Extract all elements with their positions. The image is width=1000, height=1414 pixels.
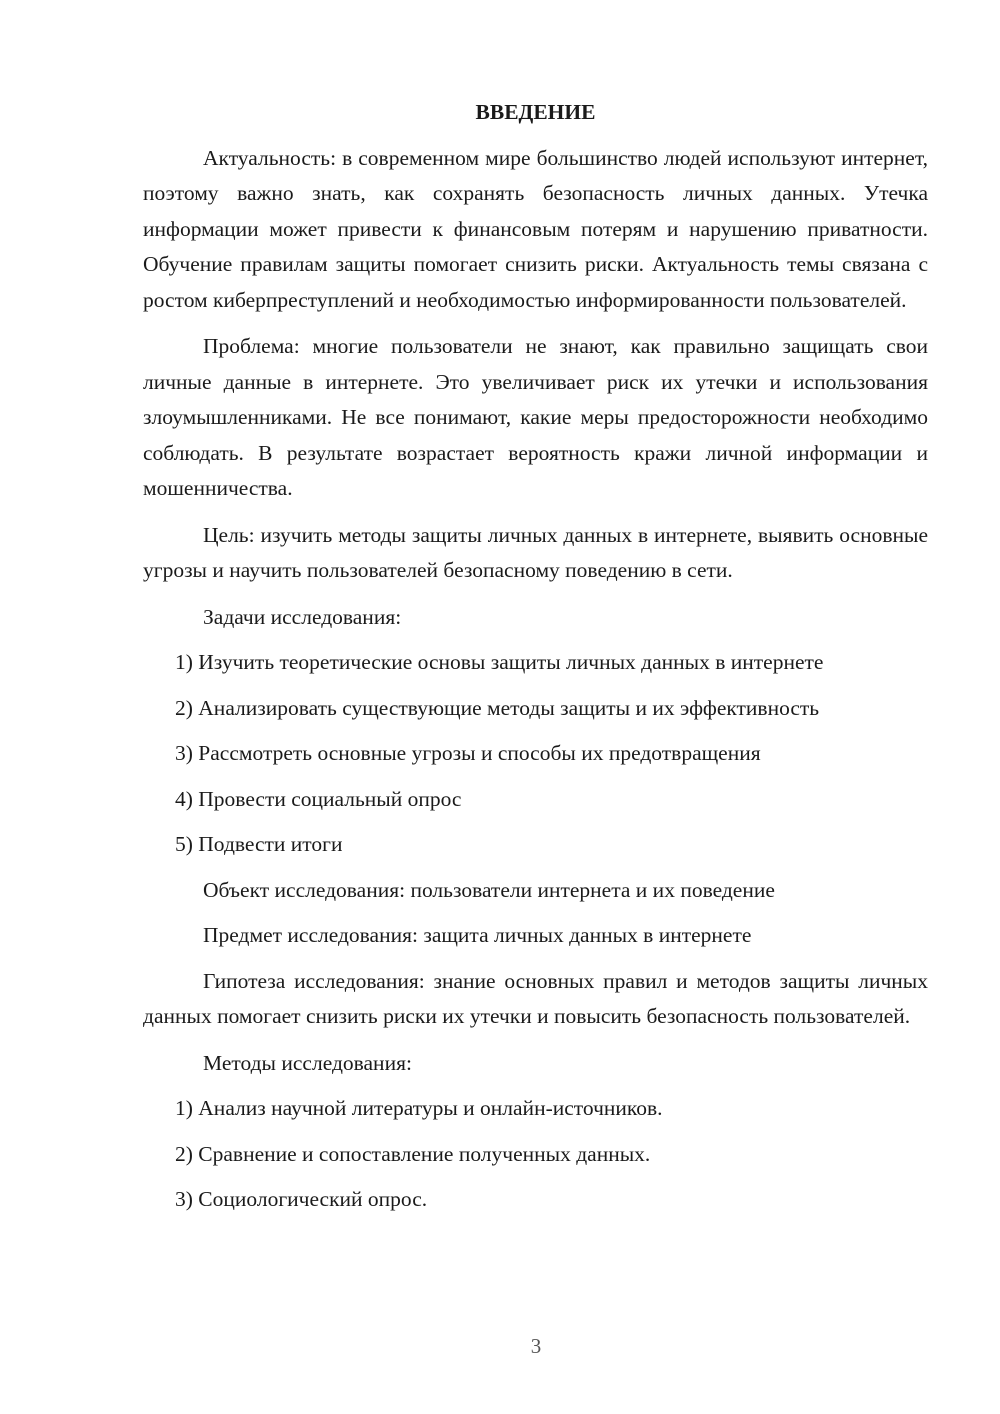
goal-paragraph: Цель: изучить методы защиты личных данных в интернете, выявить основные угрозы и научить пользователей безопасному поведению в сети. <box>143 522 928 582</box>
list-item: 1) Изучить теоретические основы защиты личных данных в интернете <box>175 650 824 674</box>
methods-heading: Методы исследования: <box>203 1050 412 1075</box>
list-item: 1) Анализ научной литературы и онлайн-источников. <box>175 1096 663 1120</box>
tasks-list <box>143 645 928 863</box>
problem-paragraph: Проблема: многие пользователи не знают, как правильно защищать свои личные данные в интернете. Это увеличивает риск их утечки и использования злоумышленниками. Не все понимают, какие меры предосторожности необходимо соблюдать. В результате возрастает вероятность кражи личной информации и мошенничества. <box>143 334 928 500</box>
document-body <box>143 95 928 1228</box>
list-item: 4) Провести социальный опрос <box>175 786 462 811</box>
list-item: 3) Социологический опрос. <box>175 1187 428 1211</box>
methods-list <box>143 1091 928 1218</box>
relevance-paragraph: Актуальность: в современном мире большинство людей используют интернет, поэтому важно знать, как сохранять безопасность личных данных. Утечка информации может привести к финансовым потерям и нарушению приватности. Обучение правилам защиты помогает снизить риски. Актуальность темы связана с ростом киберпреступлений и необходимостью информированности пользователей. <box>143 145 928 312</box>
list-item: 2) Анализировать существующие методы защиты и их эффективность <box>175 695 820 720</box>
page-title: ВВЕДЕНИЕ <box>475 100 596 124</box>
list-item: 5) Подвести итоги <box>175 832 343 856</box>
hypothesis-paragraph: Гипотеза исследования: знание основных правил и методов защиты личных данных помогает снизить риски их утечки и повысить безопасность пользователей. <box>143 968 928 1028</box>
research-subject: Предмет исследования: защита личных данных в интернете <box>203 923 752 947</box>
research-object: Объект исследования: пользователи интернета и их поведение <box>203 877 775 902</box>
list-item: 3) Рассмотреть основные угрозы и способы их предотвращения <box>175 741 761 765</box>
page-number: 3 <box>530 1334 542 1358</box>
tasks-heading: Задачи исследования: <box>203 604 402 629</box>
list-item: 2) Сравнение и сопоставление полученных данных. <box>175 1141 651 1166</box>
